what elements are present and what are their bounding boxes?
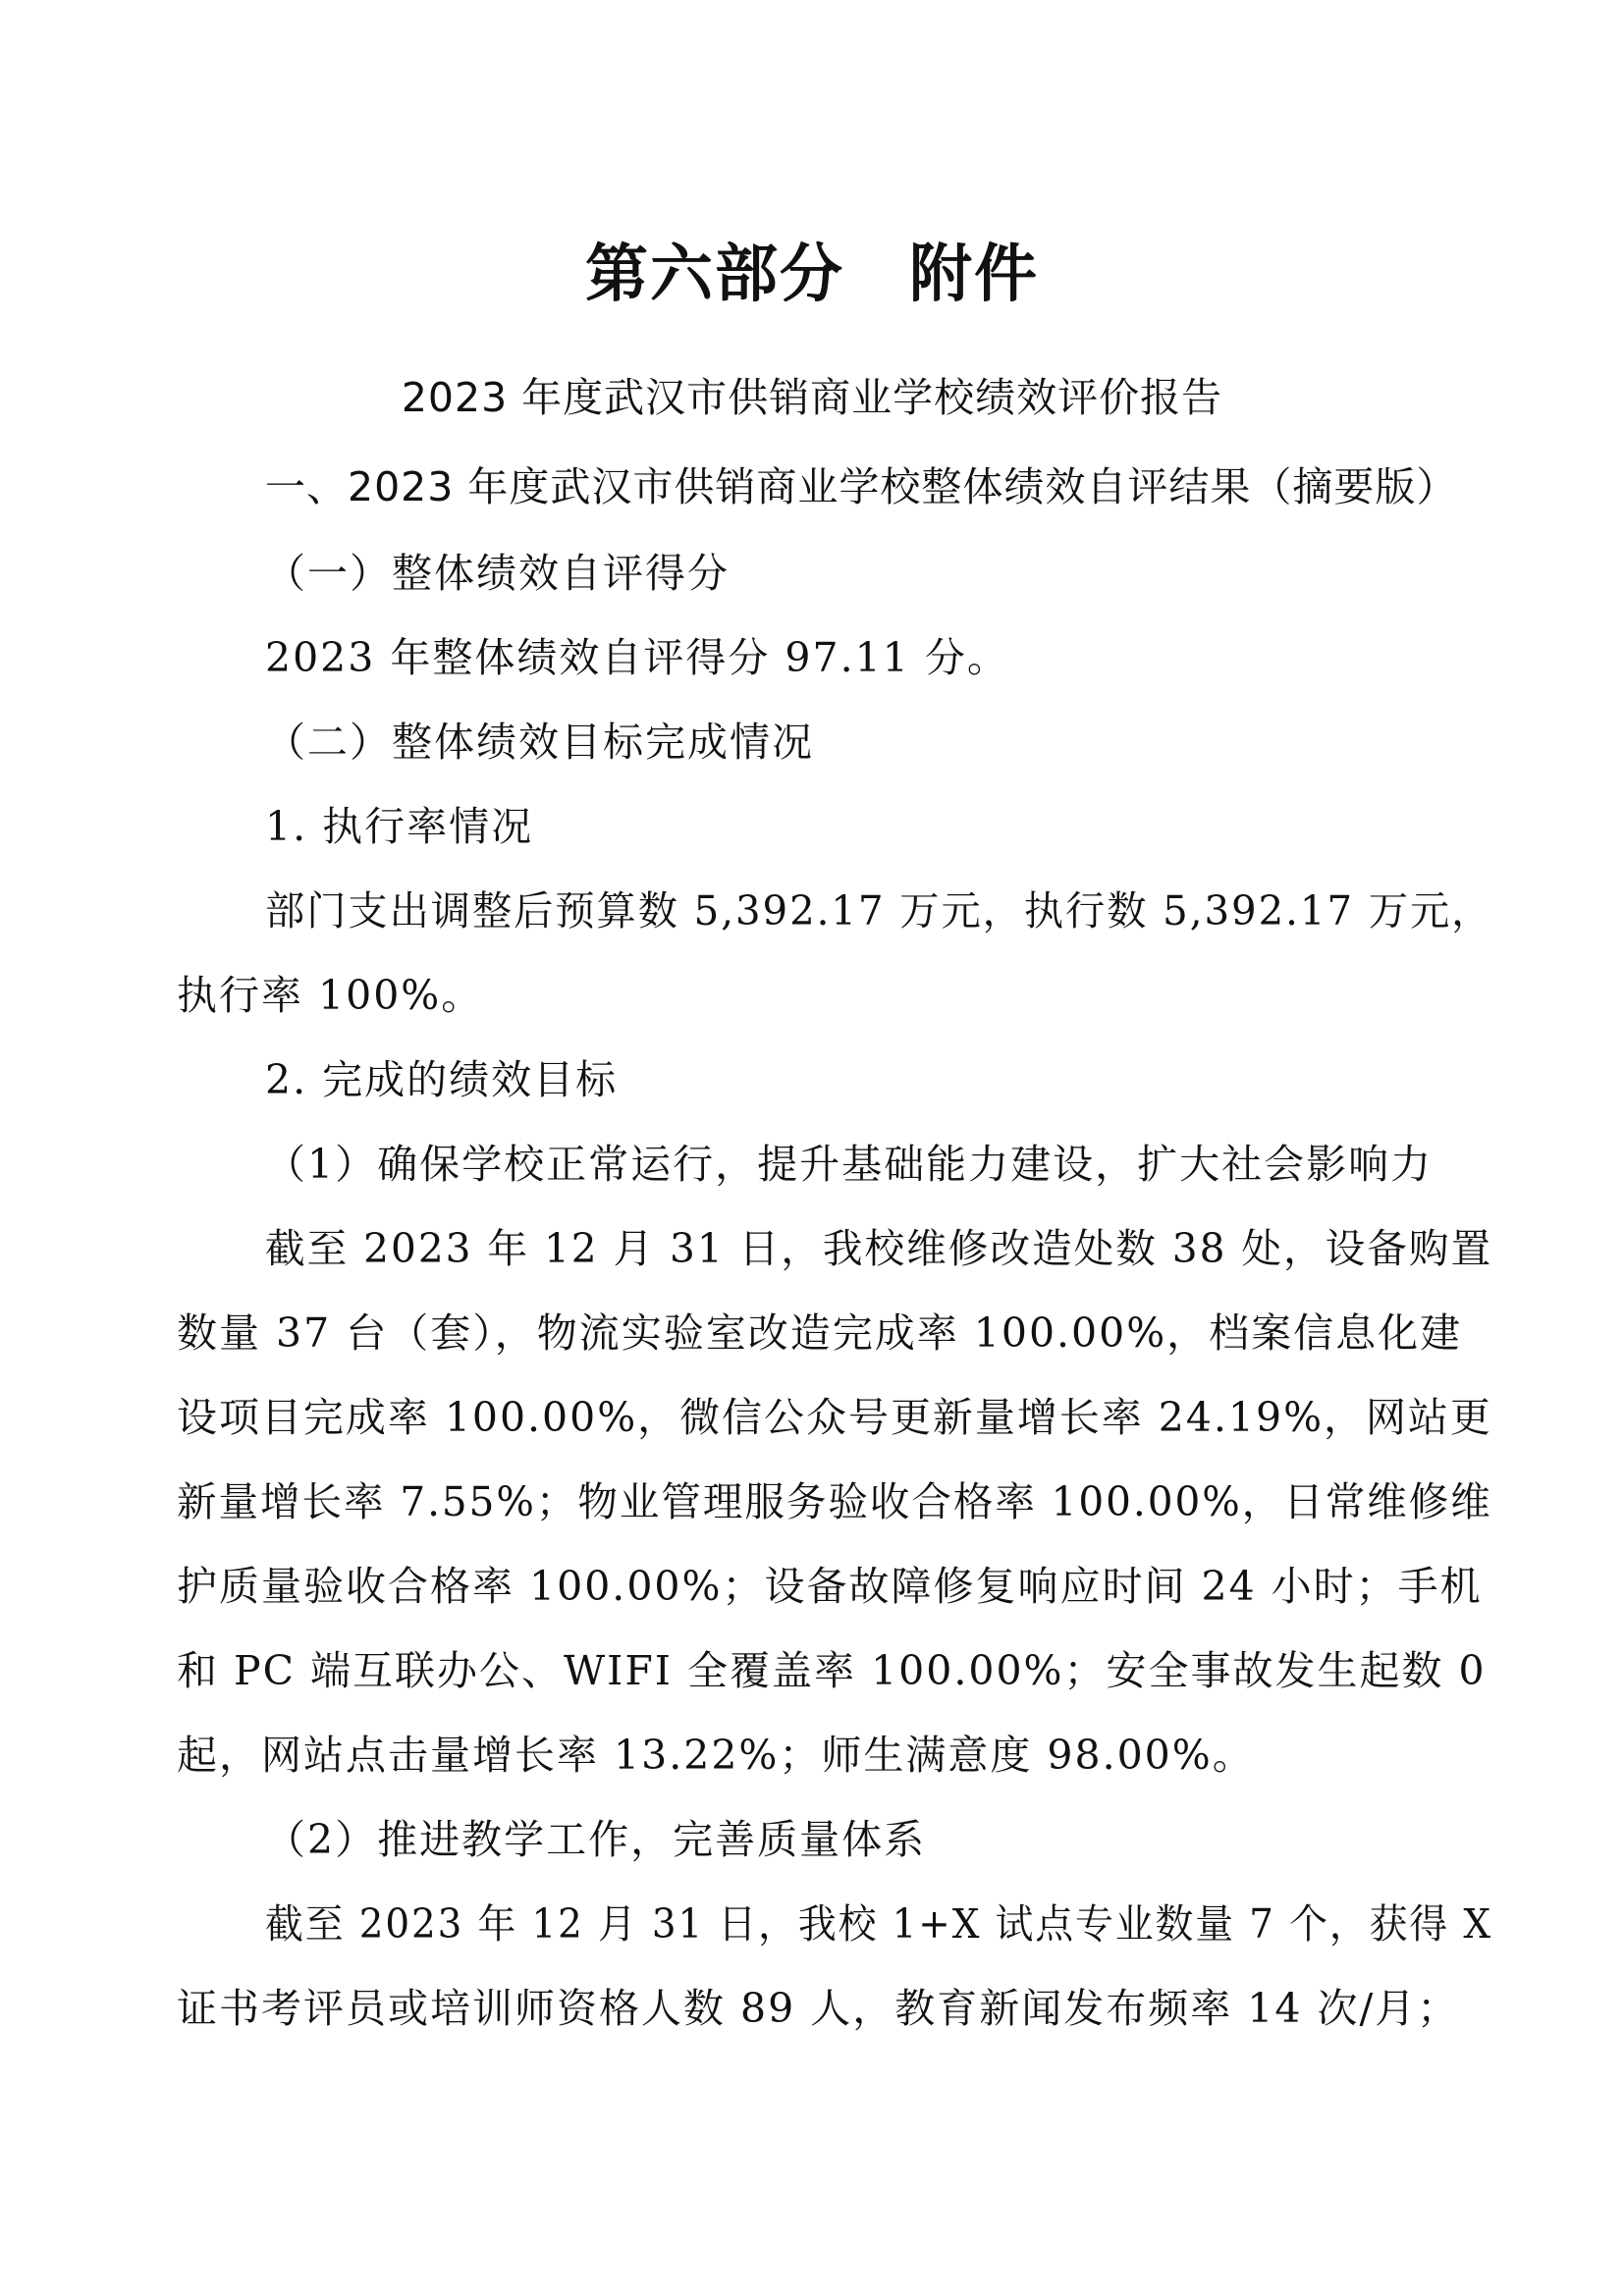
goal-1-line-1: 截至 2023 年 12 月 31 日，我校维修改造处数 38 处，设备购置 — [265, 1225, 1493, 1272]
report-title: 2023 年度武汉市供销商业学校绩效评价报告 — [401, 374, 1223, 421]
self-score-text: 2023 年整体绩效自评得分 97.11 分。 — [265, 634, 1009, 681]
goal-2-heading: （2）推进教学工作，完善质量体系 — [265, 1816, 927, 1863]
goal-1-line-3: 设项目完成率 100.00%，微信公众号更新量增长率 24.19%，网站更 — [177, 1394, 1492, 1441]
goal-1-line-4: 新量增长率 7.55%；物业管理服务验收合格率 100.00%，日常维修维 — [177, 1478, 1492, 1525]
goal-1-heading: （1）确保学校正常运行，提升基础能力建设，扩大社会影响力 — [265, 1141, 1434, 1188]
subsection-1-heading: （一）整体绩效自评得分 — [265, 550, 730, 597]
item-1-line-2: 执行率 100%。 — [177, 972, 484, 1019]
goal-1-line-7: 起，网站点击量增长率 13.22%；师生满意度 98.00%。 — [177, 1732, 1255, 1779]
item-2-heading: 2. 完成的绩效目标 — [265, 1056, 619, 1103]
part-title: 第六部分 附件 — [585, 238, 1039, 311]
goal-1-line-5: 护质量验收合格率 100.00%；设备故障修复响应时间 24 小时；手机 — [177, 1563, 1483, 1610]
subsection-2-heading: （二）整体绩效目标完成情况 — [265, 719, 814, 766]
item-1-heading: 1. 执行率情况 — [265, 803, 534, 850]
goal-1-line-2: 数量 37 台（套），物流实验室改造完成率 100.00%，档案信息化建 — [177, 1309, 1463, 1357]
section-title: 一、2023 年度武汉市供销商业学校整体绩效自评结果（摘要版） — [265, 463, 1458, 510]
goal-2-line-2: 证书考评员或培训师资格人数 89 人，教育新闻发布频率 14 次/月； — [177, 1985, 1460, 2032]
item-1-line-1: 部门支出调整后预算数 5,392.17 万元，执行数 5,392.17 万元， — [265, 887, 1493, 934]
goal-1-line-6: 和 PC 端互联办公、WIFI 全覆盖率 100.00%；安全事故发生起数 0 — [177, 1647, 1487, 1694]
goal-2-line-1: 截至 2023 年 12 月 31 日，我校 1+X 试点专业数量 7 个，获得 X — [265, 1900, 1492, 1948]
